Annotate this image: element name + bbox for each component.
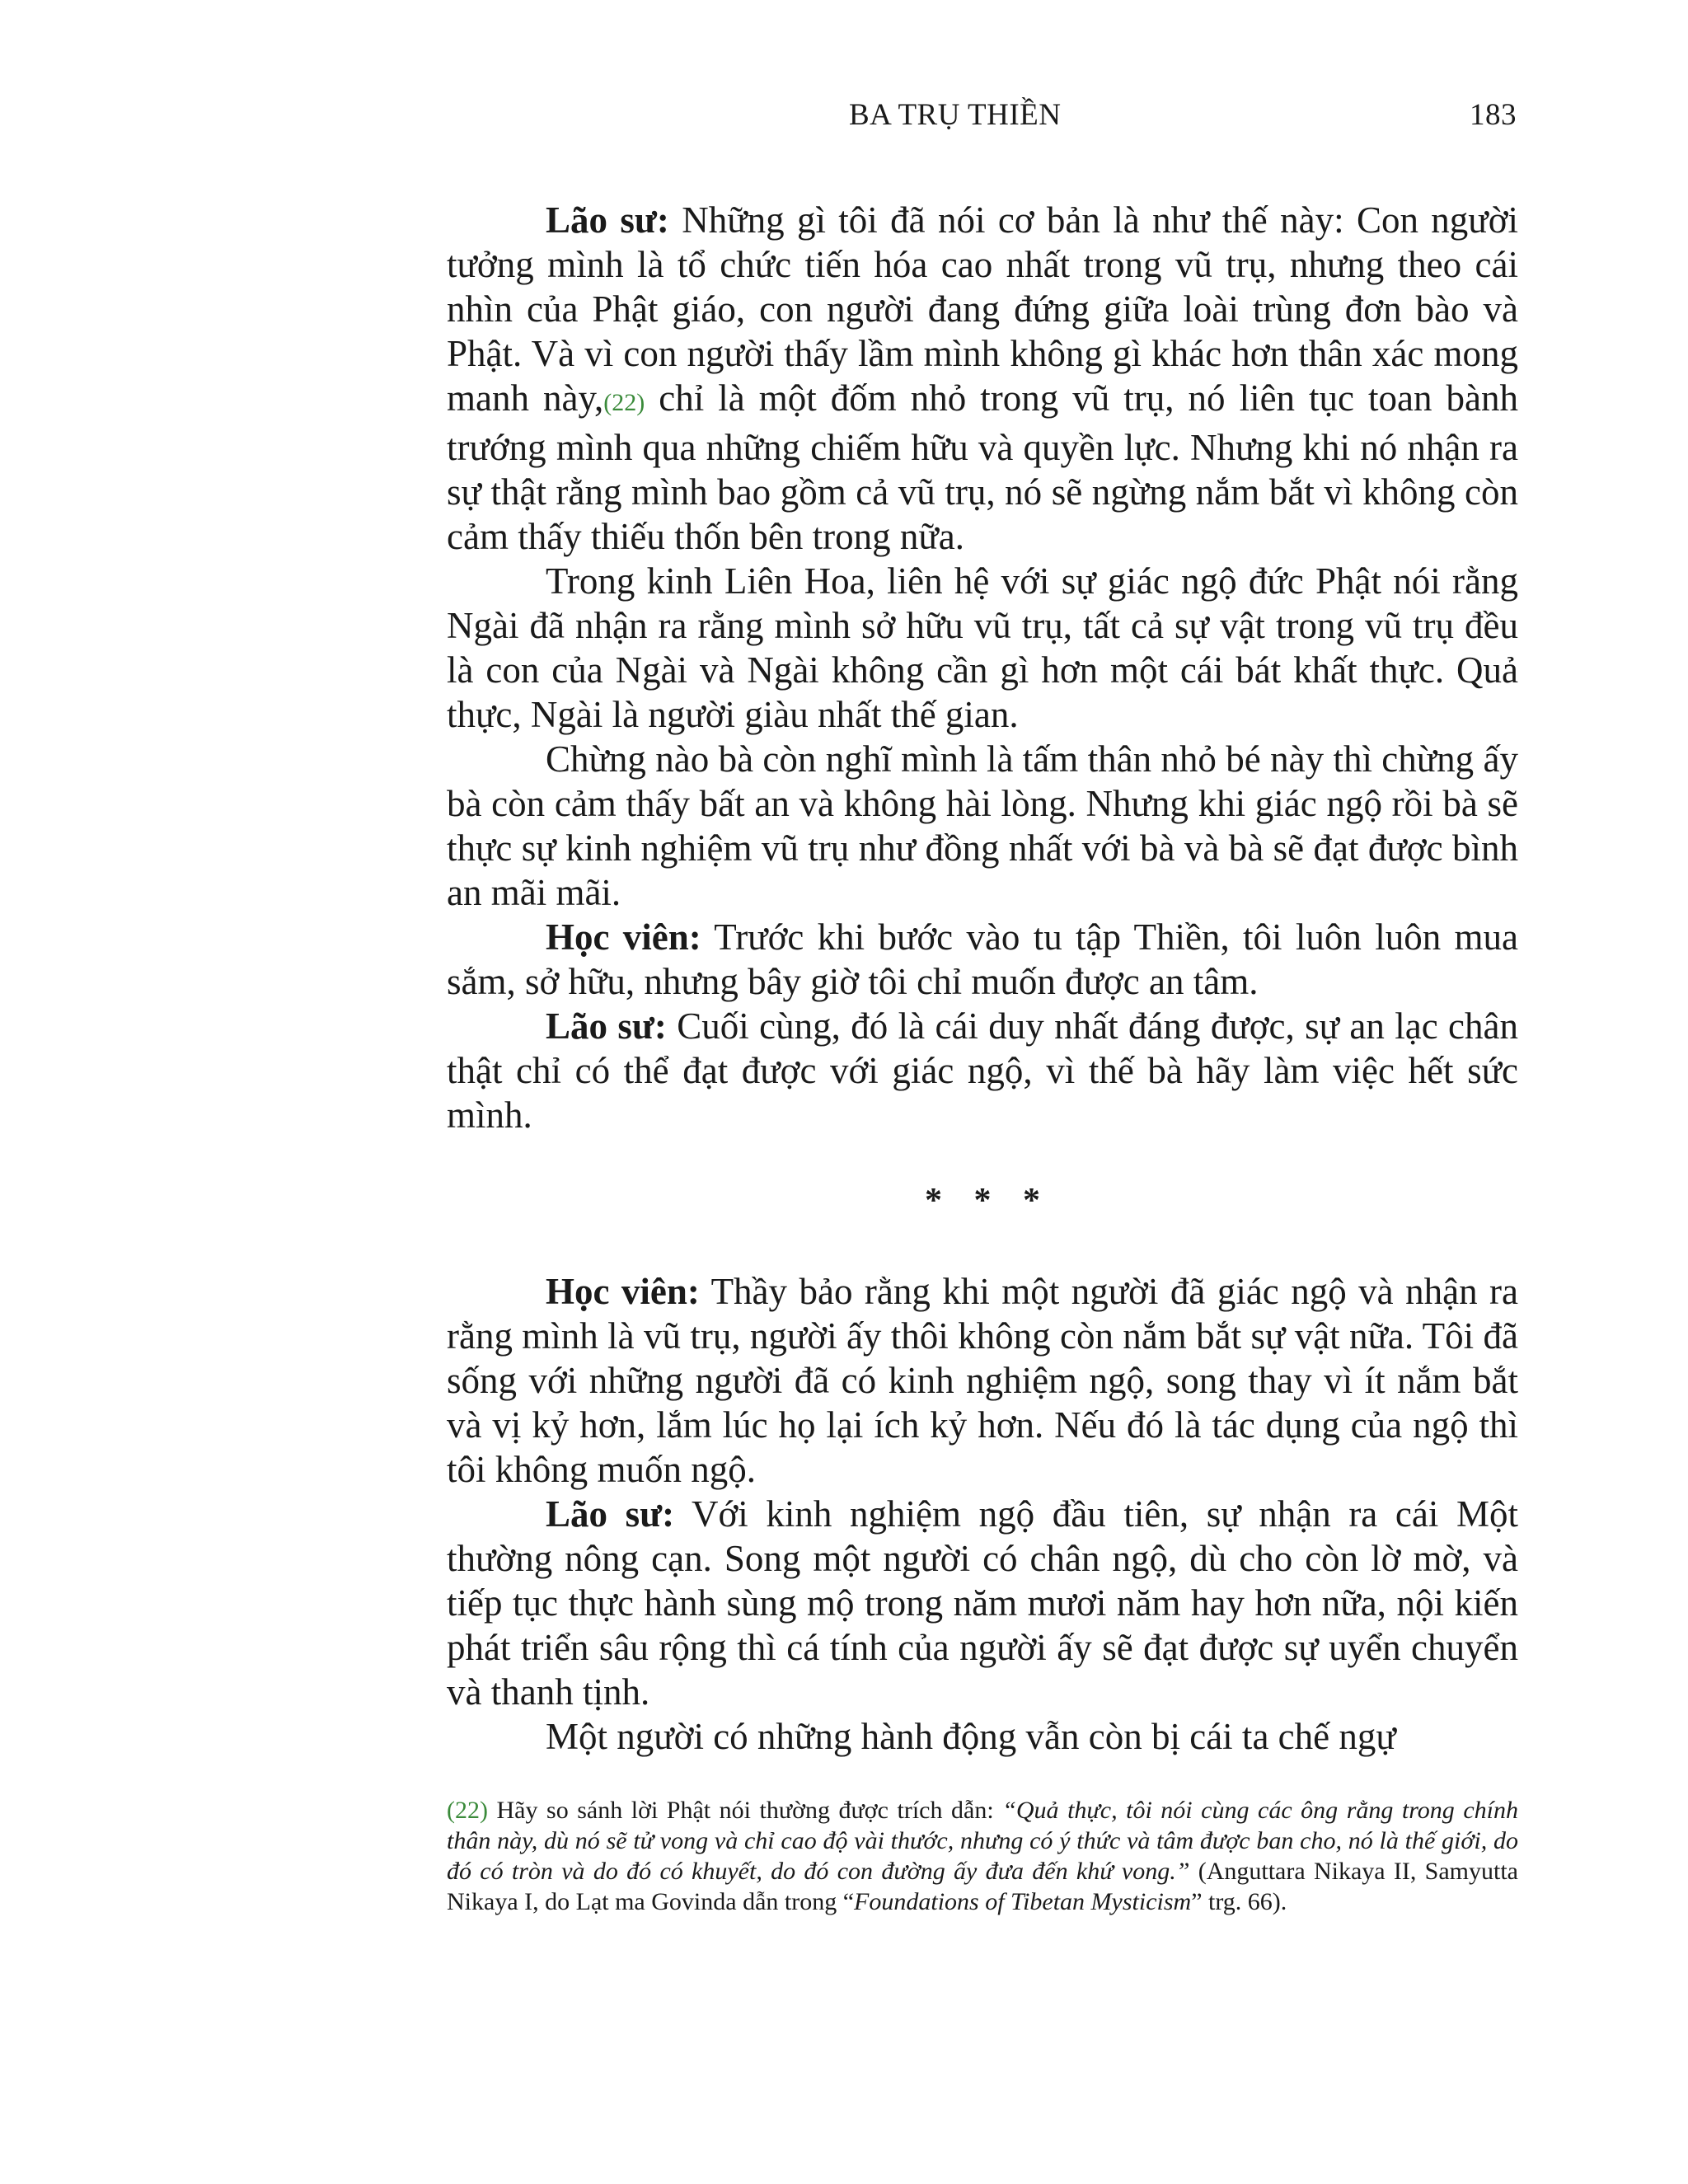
speaker-label: Lão sư: <box>546 1005 667 1047</box>
paragraph: Chừng nào bà còn nghĩ mình là tấm thân nhỏ bé này thì chừng ấy bà còn cảm thấy bất an và không hài lòng. Nhưng khi giác ngộ rồi bà sẽ thực sự kinh nghiệm vũ trụ như đồng nhất với bà và bà sẽ đạt được bình an mãi mãi. <box>447 738 1518 913</box>
paragraph-text: Cuối cùng, đó là cái duy nhất đáng được, sự an lạc chân thật chỉ có thể đạt được với giác ngộ, vì thế bà hãy làm việc hết sức mình. <box>447 1005 1518 1136</box>
footnote-number: (22) <box>447 1797 488 1824</box>
paragraph <box>447 198 1518 559</box>
page-number: 183 <box>1470 98 1517 132</box>
paragraph-text: Thầy bảo rằng khi một người đã giác ngộ và nhận ra rằng mình là vũ trụ, người ấy thôi không còn nắm bắt sự vật nữa. Tôi đã sống với những người đã có kinh nghiệm ngộ, song thay vì ít nắm bắt và vị kỷ hơn, lắm lúc họ lại ích kỷ hơn. Nếu đó là tác dụng của ngộ thì tôi không muốn ngộ. <box>447 1271 1518 1490</box>
paragraph <box>447 1004 1518 1137</box>
paragraph <box>447 915 1518 1004</box>
paragraph-text: Với kinh nghiệm ngộ đầu tiên, sự nhận ra cái Một thường nông cạn. Song một người có chân ngộ, dù cho còn lờ mờ, và tiếp tục thực hành sùng mộ trong năm mươi năm hay hơn nữa, nội kiến phát triển sâu rộng thì cá tính của người ấy sẽ đạt được sự uyển chuyển và thanh tịnh. <box>447 1493 1518 1713</box>
speaker-label: Lão sư: <box>546 1493 675 1535</box>
footnote <box>447 1795 1518 1917</box>
speaker-label: Học viên: <box>546 1271 700 1312</box>
footnote-quote: “Quả thực, tôi nói cùng các ông rằng trong chính thân này, dù nó sẽ tử vong và chỉ cao độ vài thước, nhưng có ý thức và tâm được ban cho, nó là thế giới, do đó có tròn và do đó có khuyết, do đó con đường ấy đưa đến khứ vong.” <box>447 1797 1518 1885</box>
paragraph-text: Trước khi bước vào tu tập Thiền, tôi luôn luôn mua sắm, sở hữu, nhưng bây giờ tôi chỉ muốn được an tâm. <box>447 916 1518 1002</box>
footnote-text: ” trg. 66). <box>1191 1888 1287 1915</box>
footnote-book-title: Foundations of Tibetan Mysticism <box>854 1888 1192 1915</box>
paragraph: Trong kinh Liên Hoa, liên hệ với sự giác ngộ đức Phật nói rằng Ngài đã nhận ra rằng mình sở hữu vũ trụ, tất cả sự vật trong vũ trụ đều là con của Ngài và Ngài không cần gì hơn một cái bát khất thực. Quả thực, Ngài là người giàu nhất thế gian. <box>447 560 1518 735</box>
running-title: BA TRỤ THIỀN <box>849 98 1062 132</box>
paragraph-text: chỉ là một đốm nhỏ trong vũ trụ, nó liên tục toan bành trướng mình qua những chiếm hữu và quyền lực. Nhưng khi nó nhận ra sự thật rằng mình bao gồm cả vũ trụ, nó sẽ ngừng nắm bắt vì không còn cảm thấy thiếu thốn bên trong nữa. <box>447 377 1518 557</box>
running-header <box>445 97 1517 138</box>
speaker-label: Lão sư: <box>546 199 669 241</box>
paragraph: Một người có những hành động vẫn còn bị cái ta chế ngự <box>546 1716 1396 1757</box>
paragraph <box>447 1492 1518 1714</box>
paragraph-text: Những gì tôi đã nói cơ bản là như thế này: Con người tưởng mình là tổ chức tiến hóa cao nhất trong vũ trụ, nhưng theo cái nhìn của Phật giáo, con người đang đứng giữa loài trùng đơn bào và Phật. Và vì con người thấy lầm mình không gì khác hơn thân xác mong manh này, <box>447 199 1518 419</box>
section-separator: * * * <box>925 1182 1040 1220</box>
paragraph <box>447 1269 1518 1492</box>
main-text <box>447 198 1518 1759</box>
footnote-reference[interactable]: (22) <box>603 389 645 416</box>
speaker-label: Học viên: <box>546 916 701 958</box>
footnote-text: (Anguttara Nikaya II, Samyutta Nikaya I, do Lạt ma Govinda dẫn trong “ <box>447 1858 1518 1915</box>
footnote-text: Hãy so sánh lời Phật nói thường được trích dẫn: <box>487 1797 1003 1824</box>
